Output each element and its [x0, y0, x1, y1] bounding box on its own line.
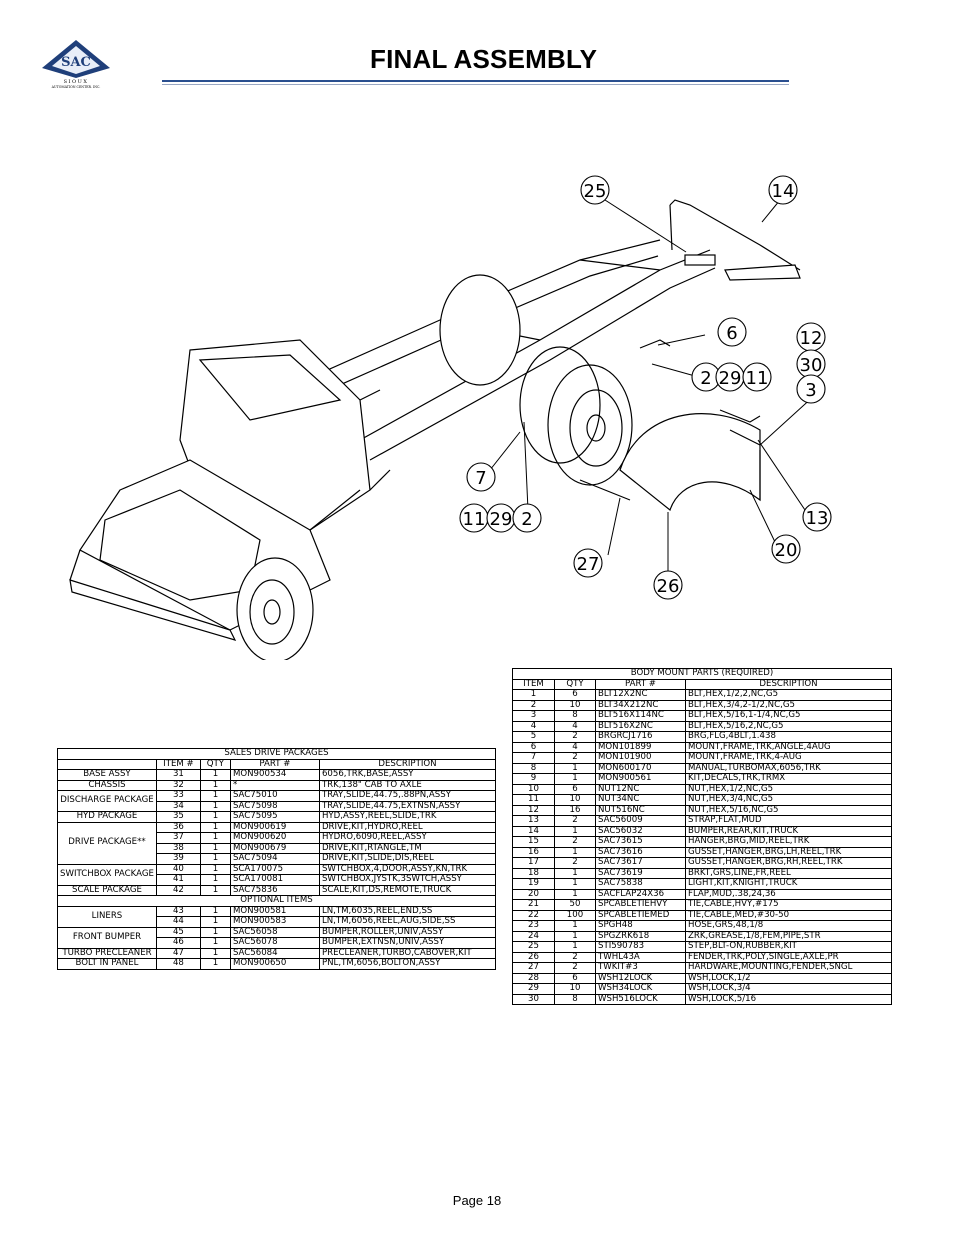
column-header: DESCRIPTION [319, 759, 495, 770]
item-cell: 11 [513, 795, 555, 806]
desc-cell: HYD,ASSY,REEL,SLIDE,TRK [319, 812, 495, 823]
desc-cell: BUMPER,EXTNSN,UNIV,ASSY [319, 938, 495, 949]
table-row [58, 948, 496, 959]
part-cell: BLT516X114NC [596, 711, 686, 722]
qty-cell: 4 [555, 721, 596, 732]
table-row [513, 910, 892, 921]
part-cell: SAC75095 [230, 812, 319, 823]
part-cell: SAC75836 [230, 885, 319, 896]
desc-cell: ZRK,GREASE,1/8,FEM,PIPE,STR [686, 931, 892, 942]
table-row [58, 770, 496, 781]
table-title: SALES DRIVE PACKAGES [58, 749, 496, 760]
part-cell: WSH12LOCK [596, 973, 686, 984]
table-row [513, 868, 892, 879]
desc-cell: PNL,TM,6056,BOLTON,ASSY [319, 959, 495, 970]
table-row [513, 984, 892, 995]
part-cell: SAC56009 [596, 816, 686, 827]
table-row [58, 822, 496, 833]
qty-cell: 2 [555, 952, 596, 963]
callout-label: 6 [726, 323, 738, 344]
qty-cell: 1 [555, 931, 596, 942]
item-cell: 29 [513, 984, 555, 995]
callout-label: 20 [774, 540, 798, 561]
qty-cell: 1 [200, 801, 230, 812]
item-cell: 16 [513, 847, 555, 858]
qty-cell: 10 [555, 795, 596, 806]
qty-cell: 16 [555, 805, 596, 816]
item-cell: 46 [156, 938, 200, 949]
table-row [513, 721, 892, 732]
part-cell: NUT516NC [596, 805, 686, 816]
qty-cell: 1 [200, 948, 230, 959]
desc-cell: NUT,HEX,5/16,NC,G5 [686, 805, 892, 816]
desc-cell: STEP,BLT-ON,RUBBER,KIT [686, 942, 892, 953]
item-cell: 26 [513, 952, 555, 963]
callout-label: 25 [583, 181, 607, 202]
qty-cell: 1 [200, 854, 230, 865]
part-cell: MON101899 [596, 742, 686, 753]
logo-sub1: SIOUX [63, 79, 89, 85]
part-cell: SAC75010 [230, 791, 319, 802]
desc-cell: BLT,HEX,5/16,1-1/4,NC,G5 [686, 711, 892, 722]
part-cell: SAC73615 [596, 837, 686, 848]
table-row [513, 700, 892, 711]
desc-cell: BLT,HEX,3/4,2-1/2,NC,G5 [686, 700, 892, 711]
callout-label: 26 [656, 576, 680, 597]
part-cell: MON900583 [230, 917, 319, 928]
table-row [513, 931, 892, 942]
item-cell: 19 [513, 879, 555, 890]
desc-cell: TRAY,SLIDE,44.75,.88PN,ASSY [319, 791, 495, 802]
qty-cell: 1 [200, 780, 230, 791]
part-cell: TWKIT#3 [596, 963, 686, 974]
desc-cell: SWTCHBOX,4,DOOR,ASSY,KN,TRK [319, 864, 495, 875]
table-row [513, 994, 892, 1005]
qty-cell: 6 [555, 690, 596, 701]
table-row [58, 927, 496, 938]
optional-items-label: OPTIONAL ITEMS [58, 896, 496, 907]
callout-label: 14 [771, 181, 795, 202]
part-cell: MON900581 [230, 906, 319, 917]
part-cell: MON101900 [596, 753, 686, 764]
item-cell: 37 [156, 833, 200, 844]
desc-cell: 6056,TRK,BASE,ASSY [319, 770, 495, 781]
desc-cell: GUSSET,HANGER,BRG,RH,REEL,TRK [686, 858, 892, 869]
qty-cell: 1 [200, 822, 230, 833]
part-cell: BLT34X212NC [596, 700, 686, 711]
table-row [513, 900, 892, 911]
item-cell: 18 [513, 868, 555, 879]
table-row [513, 742, 892, 753]
callout-label: 29 [489, 509, 513, 530]
item-cell: 48 [156, 959, 200, 970]
item-cell: 17 [513, 858, 555, 869]
desc-cell: BUMPER,ROLLER,UNIV,ASSY [319, 927, 495, 938]
package-label: LINERS [58, 906, 157, 927]
qty-cell: 8 [555, 994, 596, 1005]
callout-label: 3 [805, 380, 817, 401]
part-cell: SAC75838 [596, 879, 686, 890]
desc-cell: MANUAL,TURBOMAX,6056,TRK [686, 763, 892, 774]
table-row [513, 973, 892, 984]
item-cell: 41 [156, 875, 200, 886]
item-cell: 34 [156, 801, 200, 812]
table-row [513, 732, 892, 743]
desc-cell: DRIVE,KIT,SLIDE,DIS,REEL [319, 854, 495, 865]
part-cell: SPGZRK618 [596, 931, 686, 942]
qty-cell: 1 [555, 826, 596, 837]
table-row [513, 784, 892, 795]
qty-cell: 1 [200, 864, 230, 875]
item-cell: 2 [513, 700, 555, 711]
table-row [513, 711, 892, 722]
item-cell: 33 [156, 791, 200, 802]
item-cell: 32 [156, 780, 200, 791]
qty-cell: 1 [200, 938, 230, 949]
item-cell: 3 [513, 711, 555, 722]
item-cell: 15 [513, 837, 555, 848]
part-cell: SAC56058 [230, 927, 319, 938]
desc-cell: BLT,HEX,1/2,2,NC,G5 [686, 690, 892, 701]
part-cell: BLT516X2NC [596, 721, 686, 732]
item-cell: 42 [156, 885, 200, 896]
package-label: CHASSIS [58, 780, 157, 791]
table-row [513, 921, 892, 932]
item-cell: 43 [156, 906, 200, 917]
part-cell: SCA170081 [230, 875, 319, 886]
desc-cell: GUSSET,HANGER,BRG,LH,REEL,TRK [686, 847, 892, 858]
part-cell: SAC73617 [596, 858, 686, 869]
desc-cell: DRIVE,KIT,HYDRO,REEL [319, 822, 495, 833]
part-cell: MON900650 [230, 959, 319, 970]
item-cell: 31 [156, 770, 200, 781]
qty-cell: 1 [555, 763, 596, 774]
desc-cell: KIT,DECALS,TRK,TRMX [686, 774, 892, 785]
table-row [513, 952, 892, 963]
qty-cell: 1 [200, 812, 230, 823]
part-cell: SPGH48 [596, 921, 686, 932]
qty-cell: 2 [555, 963, 596, 974]
item-cell: 38 [156, 843, 200, 854]
desc-cell: TIE,CABLE,MED,#30-50 [686, 910, 892, 921]
desc-cell: LIGHT,KIT,KNIGHT,TRUCK [686, 879, 892, 890]
table-row [513, 879, 892, 890]
desc-cell: DRIVE,KIT,RTANGLE,TM [319, 843, 495, 854]
table-row [513, 774, 892, 785]
qty-cell: 1 [200, 875, 230, 886]
part-cell: SAC56084 [230, 948, 319, 959]
callout-label: 11 [462, 509, 486, 530]
desc-cell: FLAP,MUD,.38,24,36 [686, 889, 892, 900]
desc-cell: WSH,LOCK,5/16 [686, 994, 892, 1005]
qty-cell: 1 [200, 917, 230, 928]
column-header: ITEM # [156, 759, 200, 770]
desc-cell: FENDER,TRK,POLY,SINGLE,AXLE,PR [686, 952, 892, 963]
package-label: HYD PACKAGE [58, 812, 157, 823]
callout-label: 13 [805, 508, 829, 529]
qty-cell: 100 [555, 910, 596, 921]
desc-cell: LN,TM,6056,REEL,AUG,SIDE,SS [319, 917, 495, 928]
table-title-row [58, 749, 496, 760]
qty-cell: 1 [555, 942, 596, 953]
item-cell: 22 [513, 910, 555, 921]
part-cell: SAC75094 [230, 854, 319, 865]
part-cell: MON900534 [230, 770, 319, 781]
qty-cell: 1 [200, 959, 230, 970]
desc-cell: NUT,HEX,3/4,NC,G5 [686, 795, 892, 806]
table-title: BODY MOUNT PARTS (REQUIRED) [513, 669, 892, 680]
item-cell: 47 [156, 948, 200, 959]
column-header: PART # [230, 759, 319, 770]
qty-cell: 10 [555, 984, 596, 995]
package-label: SWITCHBOX PACKAGE [58, 864, 157, 885]
qty-cell: 1 [200, 885, 230, 896]
table-row [513, 837, 892, 848]
qty-cell: 2 [555, 858, 596, 869]
table-row [513, 889, 892, 900]
page-title: FINAL ASSEMBLY [370, 44, 598, 74]
qty-cell: 1 [200, 770, 230, 781]
logo-sub2: AUTOMATION CENTER, INC. [51, 85, 101, 88]
item-cell: 10 [513, 784, 555, 795]
desc-cell: TRK,138" CAB TO AXLE [319, 780, 495, 791]
part-cell: MON600170 [596, 763, 686, 774]
logo-text: SAC [61, 55, 91, 70]
callout-label: 11 [745, 368, 769, 389]
item-cell: 13 [513, 816, 555, 827]
page-number: Page 18 [452, 1193, 502, 1208]
part-cell: SACFLAP24X36 [596, 889, 686, 900]
callout-label: 30 [799, 355, 823, 376]
table-row [513, 826, 892, 837]
desc-cell: MOUNT,FRAME,TRK,ANGLE,4AUG [686, 742, 892, 753]
desc-cell: HYDRO,6090,REEL,ASSY [319, 833, 495, 844]
desc-cell: TIE,CABLE,HVY,#175 [686, 900, 892, 911]
sales-drive-packages-table [57, 748, 496, 970]
part-cell: BRGRCJ1716 [596, 732, 686, 743]
item-cell: 4 [513, 721, 555, 732]
qty-cell: 1 [555, 774, 596, 785]
package-label: DISCHARGE PACKAGE [58, 791, 157, 812]
desc-cell: PRECLEANER,TURBO,CABOVER,KIT [319, 948, 495, 959]
table-row [513, 963, 892, 974]
qty-cell: 6 [555, 973, 596, 984]
table-row [513, 816, 892, 827]
part-cell: WSH516LOCK [596, 994, 686, 1005]
item-cell: 14 [513, 826, 555, 837]
part-cell: MON900561 [596, 774, 686, 785]
part-cell: SPCABLETIEHVY [596, 900, 686, 911]
item-cell: 8 [513, 763, 555, 774]
part-cell: NUT12NC [596, 784, 686, 795]
qty-cell: 2 [555, 732, 596, 743]
desc-cell: LN,TM,6035,REEL,END,SS [319, 906, 495, 917]
part-cell: BLT12X2NC [596, 690, 686, 701]
item-cell: 28 [513, 973, 555, 984]
part-cell: SAC73619 [596, 868, 686, 879]
qty-cell: 8 [555, 711, 596, 722]
part-cell: SAC75098 [230, 801, 319, 812]
part-cell: STI590783 [596, 942, 686, 953]
desc-cell: TRAY,SLIDE,44.75,EXTNSN,ASSY [319, 801, 495, 812]
item-cell: 9 [513, 774, 555, 785]
part-cell: TWHL43A [596, 952, 686, 963]
item-cell: 6 [513, 742, 555, 753]
table-row [58, 885, 496, 896]
column-header: QTY [200, 759, 230, 770]
qty-cell: 2 [555, 816, 596, 827]
package-label: TURBO PRECLEANER [58, 948, 157, 959]
qty-cell: 6 [555, 784, 596, 795]
table-row [58, 780, 496, 791]
callout-label: 2 [700, 368, 712, 389]
item-cell: 30 [513, 994, 555, 1005]
qty-cell: 1 [555, 921, 596, 932]
part-cell: NUT34NC [596, 795, 686, 806]
package-label: DRIVE PACKAGE** [58, 822, 157, 864]
table-row [513, 942, 892, 953]
qty-cell: 2 [555, 753, 596, 764]
column-header: QTY [555, 679, 596, 690]
item-cell: 44 [156, 917, 200, 928]
part-cell: SAC56032 [596, 826, 686, 837]
desc-cell: HARDWARE,MOUNTING,FENDER,SNGL [686, 963, 892, 974]
callout-label: 2 [521, 509, 533, 530]
callout-label: 12 [799, 328, 823, 349]
item-cell: 21 [513, 900, 555, 911]
part-cell: MON900619 [230, 822, 319, 833]
qty-cell: 1 [200, 906, 230, 917]
table-row [513, 858, 892, 869]
package-label: SCALE PACKAGE [58, 885, 157, 896]
qty-cell: 1 [200, 791, 230, 802]
desc-cell: STRAP,FLAT,MUD [686, 816, 892, 827]
desc-cell: WSH,LOCK,3/4 [686, 984, 892, 995]
desc-cell: HANGER,BRG,MID,REEL,TRK [686, 837, 892, 848]
part-cell: SCA170075 [230, 864, 319, 875]
package-label: BASE ASSY [58, 770, 157, 781]
item-cell: 12 [513, 805, 555, 816]
item-cell: 23 [513, 921, 555, 932]
item-cell: 45 [156, 927, 200, 938]
table-row [513, 795, 892, 806]
package-label: FRONT BUMPER [58, 927, 157, 948]
desc-cell: BRG,FLG,4BLT,1.438 [686, 732, 892, 743]
item-cell: 24 [513, 931, 555, 942]
qty-cell: 1 [555, 847, 596, 858]
column-header [58, 759, 157, 770]
desc-cell: BRKT,GRS,LINE,FR,REEL [686, 868, 892, 879]
package-label: BOLT IN PANEL [58, 959, 157, 970]
callout-label: 27 [576, 554, 600, 575]
item-cell: 39 [156, 854, 200, 865]
body-mount-parts-table [512, 668, 892, 1005]
part-cell: MON900679 [230, 843, 319, 854]
table-title-row [513, 669, 892, 680]
qty-cell: 2 [555, 837, 596, 848]
table-row [58, 864, 496, 875]
table-row [513, 763, 892, 774]
table-header-row [58, 759, 496, 770]
part-cell: SAC56078 [230, 938, 319, 949]
item-cell: 20 [513, 889, 555, 900]
item-cell: 40 [156, 864, 200, 875]
part-cell: SAC73616 [596, 847, 686, 858]
item-cell: 5 [513, 732, 555, 743]
table-row [58, 959, 496, 970]
part-cell: WSH34LOCK [596, 984, 686, 995]
table-row [58, 812, 496, 823]
qty-cell: 1 [555, 879, 596, 890]
part-cell: MON900620 [230, 833, 319, 844]
table-header-row [513, 679, 892, 690]
qty-cell: 1 [200, 843, 230, 854]
desc-cell: HOSE,GRS,48,1/8 [686, 921, 892, 932]
callout-label: 7 [475, 468, 487, 489]
callout-label: 29 [718, 368, 742, 389]
part-cell: * [230, 780, 319, 791]
table-row [513, 690, 892, 701]
item-cell: 27 [513, 963, 555, 974]
desc-cell: SCALE,KIT,DS,REMOTE,TRUCK [319, 885, 495, 896]
desc-cell: NUT,HEX,1/2,NC,G5 [686, 784, 892, 795]
desc-cell: MOUNT,FRAME,TRK,4-AUG [686, 753, 892, 764]
qty-cell: 50 [555, 900, 596, 911]
item-cell: 25 [513, 942, 555, 953]
qty-cell: 1 [555, 868, 596, 879]
column-header: ITEM [513, 679, 555, 690]
qty-cell: 1 [200, 833, 230, 844]
table-row [58, 906, 496, 917]
table-row [513, 847, 892, 858]
qty-cell: 1 [200, 927, 230, 938]
table-row [58, 791, 496, 802]
optional-items-row [58, 896, 496, 907]
desc-cell: SWTCHBOX,JYSTK,3SWTCH,ASSY [319, 875, 495, 886]
table-row [513, 753, 892, 764]
part-cell: SPCABLETIEMED [596, 910, 686, 921]
desc-cell: WSH,LOCK,1/2 [686, 973, 892, 984]
column-header: DESCRIPTION [686, 679, 892, 690]
desc-cell: BUMPER,REAR,KIT,TRUCK [686, 826, 892, 837]
item-cell: 7 [513, 753, 555, 764]
item-cell: 1 [513, 690, 555, 701]
qty-cell: 4 [555, 742, 596, 753]
item-cell: 36 [156, 822, 200, 833]
qty-cell: 10 [555, 700, 596, 711]
table-row [513, 805, 892, 816]
qty-cell: 1 [555, 889, 596, 900]
item-cell: 35 [156, 812, 200, 823]
desc-cell: BLT,HEX,5/16,2,NC,G5 [686, 721, 892, 732]
column-header: PART # [596, 679, 686, 690]
